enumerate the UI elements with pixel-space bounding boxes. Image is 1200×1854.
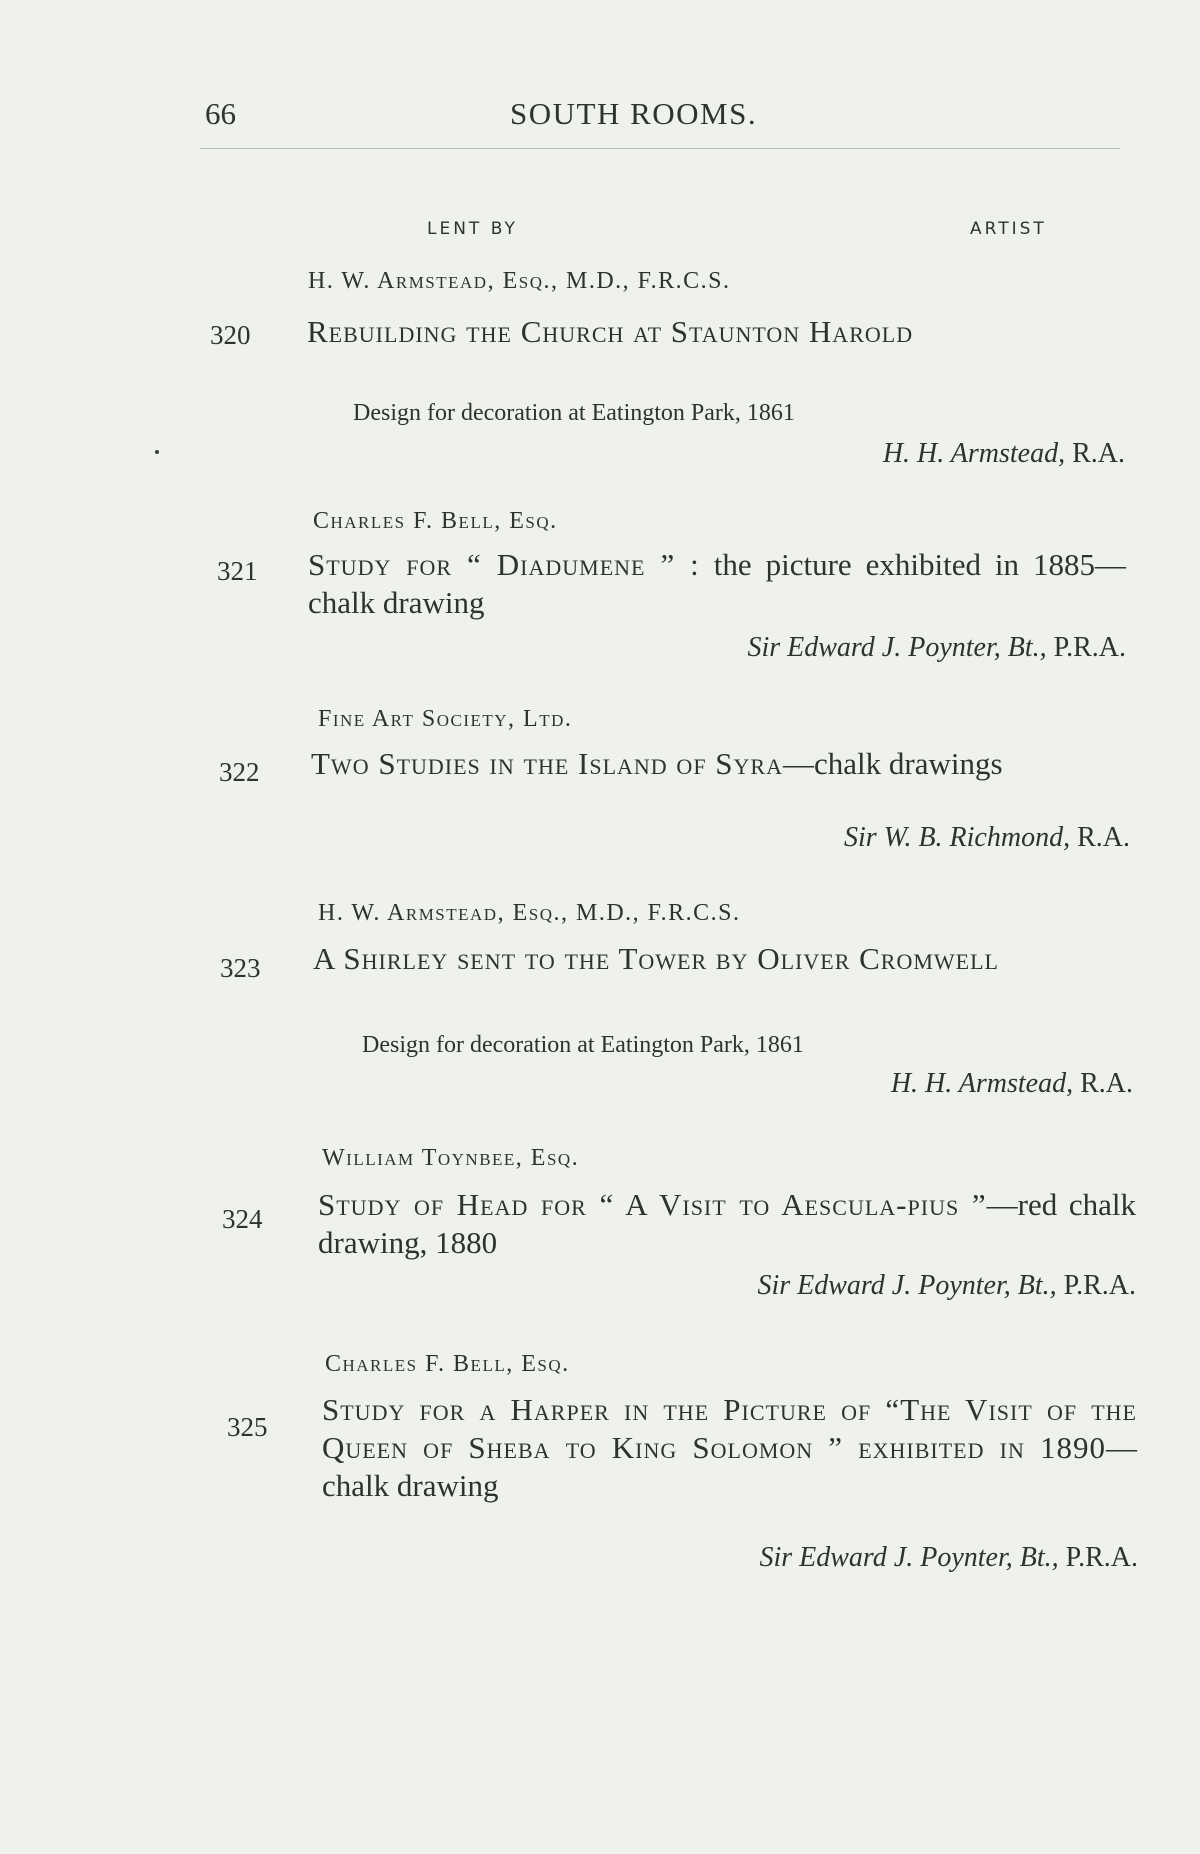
- running-head: SOUTH ROOMS.: [510, 96, 758, 131]
- lender: Fine Art Society, Ltd.: [318, 706, 573, 732]
- artist-name: Sir Edward J. Poynter, Bt.,: [747, 632, 1047, 663]
- artist-suffix: P.R.A.: [1053, 632, 1126, 663]
- entry-number: 321: [217, 556, 258, 586]
- entry-title-rest: —red chalk drawing, 1880: [318, 1187, 1136, 1260]
- lender: Charles F. Bell, Esq.: [325, 1351, 570, 1377]
- artist-name: Sir Edward J. Poynter, Bt.,: [757, 1270, 1057, 1301]
- entry-title-caps: Study for “ Diadumene ” :: [308, 547, 700, 582]
- artist-suffix: R.A.: [1072, 438, 1125, 469]
- entry-title-caps: Rebuilding the Church at Staunton Harold: [307, 314, 914, 349]
- entry-title-rest: —chalk drawings: [783, 746, 1003, 781]
- page-header: [205, 96, 1125, 136]
- artist-line: [844, 822, 1130, 854]
- entry-title-caps: Study for a Harper in the Picture of “The Visit of the Queen of Sheba to King Solomon ” exhibited in 1890: [322, 1392, 1137, 1465]
- artist-line: [757, 1270, 1136, 1302]
- column-head-lent-by: LENT BY: [427, 219, 518, 239]
- print-speck: [155, 450, 159, 454]
- entry-number: 323: [220, 953, 261, 983]
- entry-description: Design for decoration at Eatington Park, 1861: [362, 1032, 804, 1058]
- entry-title: [307, 313, 1122, 351]
- lender: William Toynbee, Esq.: [322, 1145, 580, 1171]
- artist-line: [891, 1068, 1133, 1100]
- entry-title-caps: A Shirley sent to the Tower by Oliver Cromwell: [313, 941, 999, 976]
- entry-title: [308, 546, 1126, 622]
- entry-number: 324: [222, 1204, 263, 1234]
- entry-title: [318, 1186, 1136, 1262]
- artist-line: [883, 438, 1125, 470]
- entry-title-rest: —chalk drawing: [322, 1430, 1137, 1503]
- artist-name: Sir W. B. Richmond,: [844, 822, 1071, 853]
- entry-title-caps: Study of Head for “ A Visit to Aescula-pius ”: [318, 1187, 987, 1222]
- artist-line: [747, 632, 1126, 664]
- lender: H. W. Armstead, Esq., M.D., F.R.C.S.: [318, 900, 741, 926]
- artist-suffix: P.R.A.: [1063, 1270, 1136, 1301]
- column-head-artist: ARTIST: [970, 219, 1047, 239]
- entry-title: [311, 745, 1129, 783]
- entry-title: [322, 1391, 1137, 1505]
- artist-name: H. H. Armstead,: [890, 1068, 1074, 1099]
- lender: Charles F. Bell, Esq.: [313, 508, 558, 534]
- artist-suffix: R.A.: [1080, 1068, 1133, 1099]
- entry-title: [313, 940, 1131, 978]
- entry-title-caps: Two Studies in the Island of Syra: [311, 746, 783, 781]
- lender: H. W. Armstead, Esq., M.D., F.R.C.S.: [308, 268, 731, 294]
- artist-suffix: R.A.: [1077, 822, 1130, 853]
- entry-number: 320: [210, 320, 251, 350]
- page-number: 66: [205, 96, 236, 131]
- entry-description: Design for decoration at Eatington Park, 1861: [353, 400, 795, 426]
- artist-name: Sir Edward J. Poynter, Bt.,: [759, 1542, 1059, 1573]
- entry-number: 325: [227, 1412, 268, 1442]
- artist-name: H. H. Armstead,: [882, 438, 1066, 469]
- entry-title-rest: the picture exhibited in 1885—chalk drawing: [308, 547, 1126, 620]
- entry-number: 322: [219, 757, 260, 787]
- header-rule: [200, 148, 1120, 149]
- artist-suffix: P.R.A.: [1065, 1542, 1138, 1573]
- artist-line: [759, 1542, 1138, 1574]
